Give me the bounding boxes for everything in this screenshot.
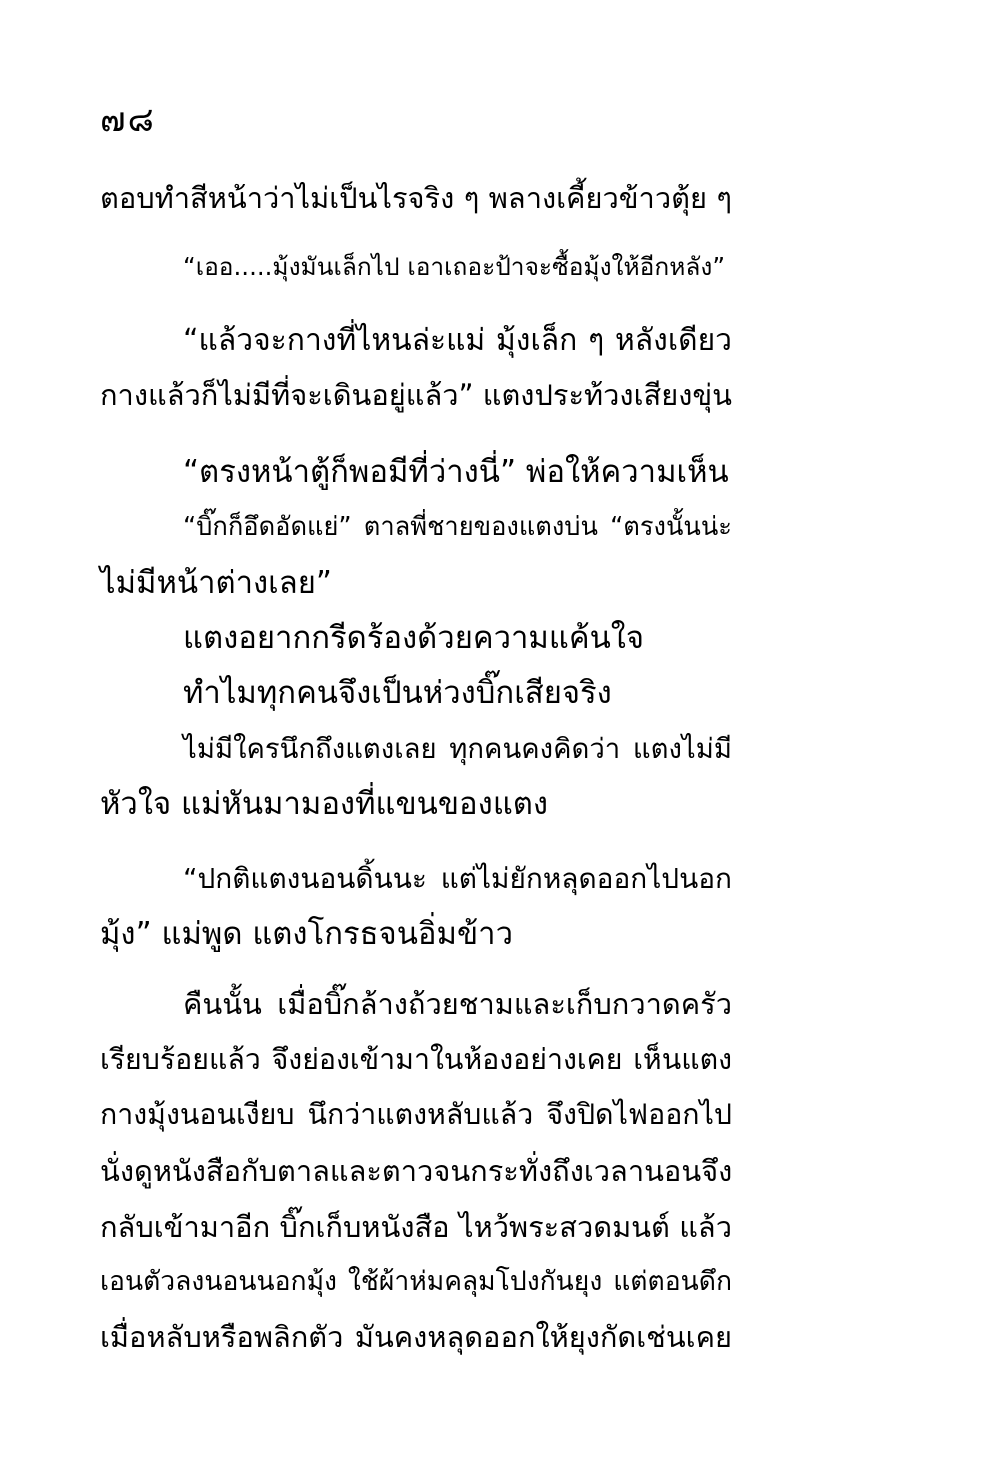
text-line: หัวใจ แม่หันมามองที่แขนของแตง <box>100 786 549 822</box>
text-line: กลับเข้ามาอีก บิ๊กเก็บหนังสือ ไหว้พระสวดมนต์ แล้ว <box>100 1210 732 1244</box>
text-line: คืนนั้น เมื่อบิ๊กล้างถ้วยชามและเก็บกวาดครัว <box>183 987 732 1021</box>
text-line: นั่งดูหนังสือกับตาลและตาวจนกระทั่งถึงเวลานอนจึง <box>100 1154 733 1188</box>
text-line: “เออ.....มุ้งมันเล็กไป เอาเถอะป้าจะซื้อมุ้งให้อีกหลัง” <box>183 252 726 281</box>
text-line: “ตรงหน้าตู้ก็พอมีที่ว่างนี่” พ่อให้ความเห็น <box>183 454 729 490</box>
text-line: “ปกติแตงนอนดิ้นนะ แต่ไม่ยักหลุดออกไปนอก <box>183 862 732 895</box>
text-line: แตงอยากกรีดร้องด้วยความแค้นใจ <box>183 620 645 656</box>
text-line: กางแล้วก็ไม่มีที่จะเดินอยู่แล้ว” แตงประท้วงเสียงขุ่น <box>100 378 732 412</box>
text-line: เมื่อหลับหรือพลิกตัว มันคงหลุดออกให้ยุงกัดเช่นเคย <box>100 1320 732 1354</box>
text-line: เรียบร้อยแล้ว จึงย่องเข้ามาในห้องอย่างเคย เห็นแตง <box>100 1043 732 1076</box>
text-line: มุ้ง” แม่พูด แตงโกรธจนอิ่มข้าว <box>100 916 513 952</box>
text-line: ตอบทำสีหน้าว่าไม่เป็นไรจริง ๆ พลางเคี้ยวข้าวตุ้ย ๆ <box>100 181 732 215</box>
text-line: ทำไมทุกคนจึงเป็นห่วงบิ๊กเสียจริง <box>183 675 612 711</box>
page-number: ๗๘ <box>100 100 156 140</box>
text-line: กางมุ้งนอนเงียบ นึกว่าแตงหลับแล้ว จึงปิดไฟออกไป <box>100 1098 732 1131</box>
text-line: “บิ๊กก็อึดอัดแย่” ตาลพี่ชายของแตงบ่น “ตรงนั้นน่ะ <box>183 512 732 542</box>
text-line: “แล้วจะกางที่ไหนล่ะแม่ มุ้งเล็ก ๆ หลังเดียว <box>183 323 732 358</box>
text-line: เอนตัวลงนอนนอกมุ้ง ใช้ผ้าห่มคลุมโปงกันยุง แต่ตอนดึก <box>100 1266 732 1297</box>
text-line: ไม่มีใครนึกถึงแตงเลย ทุกคนคงคิดว่า แตงไม่มี <box>183 733 732 765</box>
text-line: ไม่มีหน้าต่างเลย” <box>100 565 332 601</box>
